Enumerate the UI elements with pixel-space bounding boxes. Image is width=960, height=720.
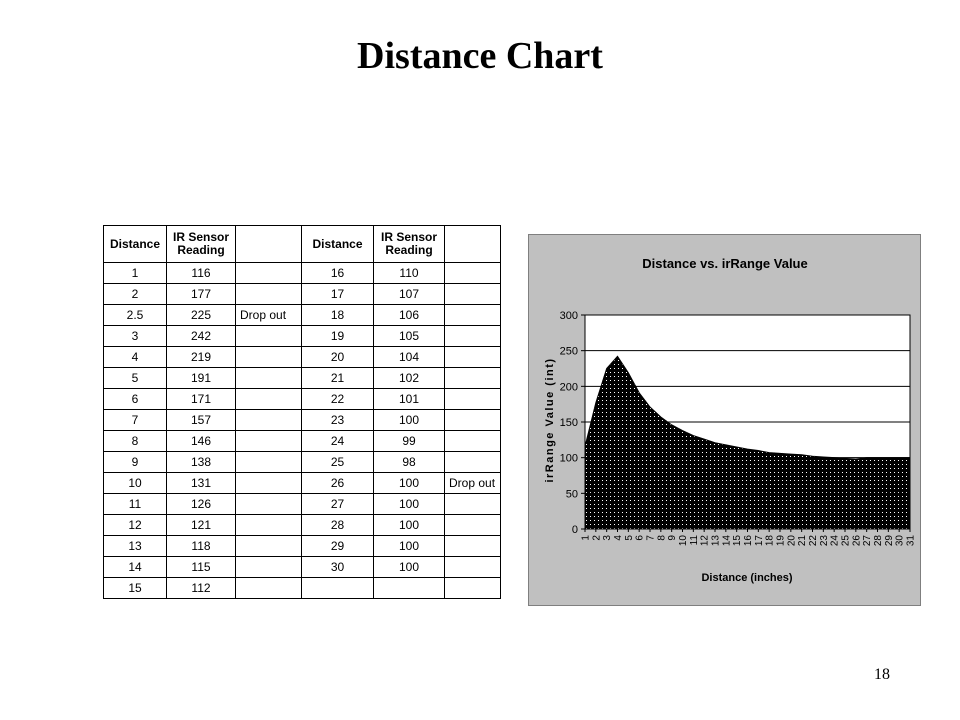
header-ir-reading-right: IR Sensor Reading <box>374 226 445 263</box>
cell-note-right <box>445 536 501 557</box>
cell-reading-right: 107 <box>374 284 445 305</box>
cell-note-right <box>445 326 501 347</box>
x-tick-label: 18 <box>764 535 776 547</box>
cell-note-left: Drop out <box>236 305 302 326</box>
table-body <box>104 263 501 599</box>
cell-note-left <box>236 473 302 494</box>
x-tick-label: 28 <box>873 535 884 547</box>
cell-reading-left: 225 <box>167 305 236 326</box>
cell-distance-right: 28 <box>302 515 374 536</box>
cell-note-right <box>445 389 501 410</box>
table-row <box>104 515 501 536</box>
cell-reading-right: 100 <box>374 473 445 494</box>
y-tick-label: 50 <box>565 488 578 501</box>
cell-reading-left: 191 <box>167 368 236 389</box>
cell-distance-left: 12 <box>104 515 167 536</box>
cell-note-right: Drop out <box>445 473 501 494</box>
cell-reading-left: 131 <box>167 473 236 494</box>
cell-distance-right: 25 <box>302 452 374 473</box>
cell-reading-right: 102 <box>374 368 445 389</box>
cell-reading-left: 219 <box>167 347 236 368</box>
table-row <box>104 368 501 389</box>
cell-reading-left: 121 <box>167 515 236 536</box>
cell-distance-left: 14 <box>104 557 167 578</box>
header-note-left <box>236 226 302 263</box>
area-chart <box>529 235 920 605</box>
cell-distance-left: 2 <box>104 284 167 305</box>
y-tick-label: 0 <box>571 524 578 536</box>
cell-reading-right: 100 <box>374 515 445 536</box>
cell-distance-right <box>302 578 374 599</box>
table-row <box>104 326 501 347</box>
cell-note-right <box>445 347 501 368</box>
chart-y-axis-label: irRange Value (int) <box>544 357 556 483</box>
x-tick-label: 6 <box>634 535 646 541</box>
table-header-row <box>104 226 501 263</box>
cell-reading-right: 99 <box>374 431 445 452</box>
table-row <box>104 473 501 494</box>
cell-reading-right: 101 <box>374 389 445 410</box>
cell-reading-right: 100 <box>374 494 445 515</box>
x-tick-label: 16 <box>743 535 754 547</box>
cell-reading-left: 112 <box>167 578 236 599</box>
cell-distance-right: 24 <box>302 431 374 452</box>
cell-note-left <box>236 326 302 347</box>
table-row <box>104 284 501 305</box>
cell-note-right <box>445 557 501 578</box>
table-row <box>104 578 501 599</box>
chart-frame <box>528 234 921 606</box>
x-tick-label: 27 <box>862 535 874 547</box>
cell-note-left <box>236 536 302 557</box>
cell-note-left <box>236 494 302 515</box>
x-tick-label: 5 <box>623 535 635 541</box>
x-tick-label: 8 <box>656 535 668 541</box>
table-row <box>104 263 501 284</box>
x-tick-label: 3 <box>602 535 614 541</box>
cell-note-right <box>445 494 501 515</box>
x-tick-label: 4 <box>613 535 624 541</box>
x-tick-label: 15 <box>732 535 744 547</box>
y-tick-label: 200 <box>559 381 578 394</box>
y-tick-label: 100 <box>559 452 578 465</box>
x-tick-label: 2 <box>591 535 603 541</box>
chart-x-axis-label: Distance (inches) <box>701 572 793 584</box>
table-row <box>104 389 501 410</box>
cell-note-right <box>445 263 501 284</box>
cell-note-right <box>445 578 501 599</box>
x-tick-label: 21 <box>797 535 809 547</box>
cell-reading-right: 105 <box>374 326 445 347</box>
x-tick-label: 11 <box>688 535 700 546</box>
cell-reading-left: 146 <box>167 431 236 452</box>
slide-number: 18 <box>874 666 890 683</box>
cell-reading-left: 171 <box>167 389 236 410</box>
table-row <box>104 494 501 515</box>
x-tick-label: 25 <box>840 535 852 547</box>
header-note-right <box>445 226 501 263</box>
x-tick-label: 7 <box>645 535 657 541</box>
x-tick-label: 14 <box>721 535 733 547</box>
cell-note-left <box>236 368 302 389</box>
cell-note-right <box>445 431 501 452</box>
cell-reading-right: 104 <box>374 347 445 368</box>
distance-data-table <box>103 225 501 599</box>
cell-distance-right: 21 <box>302 368 374 389</box>
cell-reading-right: 100 <box>374 557 445 578</box>
cell-distance-left: 6 <box>104 389 167 410</box>
x-tick-label: 23 <box>818 535 830 547</box>
cell-note-right <box>445 368 501 389</box>
table-row <box>104 410 501 431</box>
cell-reading-right: 110 <box>374 263 445 284</box>
cell-distance-left: 10 <box>104 473 167 494</box>
y-tick-label: 300 <box>559 310 578 322</box>
header-ir-reading-left: IR Sensor Reading <box>167 226 236 263</box>
cell-note-left <box>236 431 302 452</box>
cell-distance-right: 22 <box>302 389 374 410</box>
x-tick-label: 30 <box>894 535 906 547</box>
cell-reading-left: 242 <box>167 326 236 347</box>
header-distance-left: Distance <box>104 226 167 263</box>
cell-note-left <box>236 578 302 599</box>
cell-reading-left: 157 <box>167 410 236 431</box>
cell-reading-right: 106 <box>374 305 445 326</box>
cell-distance-left: 11 <box>104 494 167 515</box>
page-title: Distance Chart <box>357 35 603 77</box>
cell-distance-left: 15 <box>104 578 167 599</box>
table-row <box>104 452 501 473</box>
chart-title: Distance vs. irRange Value <box>642 256 808 271</box>
cell-reading-right: 100 <box>374 536 445 557</box>
x-tick-label: 22 <box>808 535 819 547</box>
x-tick-label: 31 <box>905 535 917 547</box>
cell-reading-left: 118 <box>167 536 236 557</box>
x-tick-label: 10 <box>678 535 689 547</box>
chart-plot-area <box>560 310 917 546</box>
cell-distance-right: 20 <box>302 347 374 368</box>
table-row <box>104 536 501 557</box>
cell-distance-right: 26 <box>302 473 374 494</box>
cell-note-left <box>236 452 302 473</box>
cell-reading-left: 138 <box>167 452 236 473</box>
table-row <box>104 305 501 326</box>
table-row <box>104 557 501 578</box>
table-row <box>104 347 501 368</box>
cell-distance-right: 18 <box>302 305 374 326</box>
cell-distance-right: 16 <box>302 263 374 284</box>
cell-distance-right: 27 <box>302 494 374 515</box>
cell-distance-right: 17 <box>302 284 374 305</box>
cell-distance-left: 13 <box>104 536 167 557</box>
cell-note-right <box>445 410 501 431</box>
cell-reading-right: 100 <box>374 410 445 431</box>
cell-reading-left: 115 <box>167 557 236 578</box>
x-tick-label: 12 <box>699 535 711 547</box>
cell-note-right <box>445 515 501 536</box>
cell-reading-left: 177 <box>167 284 236 305</box>
x-tick-label: 19 <box>775 535 787 547</box>
cell-distance-left: 3 <box>104 326 167 347</box>
x-tick-label: 29 <box>883 535 895 547</box>
cell-distance-right: 19 <box>302 326 374 347</box>
cell-note-left <box>236 389 302 410</box>
x-tick-label: 24 <box>829 535 841 547</box>
x-tick-label: 17 <box>753 535 765 547</box>
x-tick-label: 1 <box>580 535 592 541</box>
cell-reading-right <box>374 578 445 599</box>
cell-distance-left: 5 <box>104 368 167 389</box>
cell-distance-left: 9 <box>104 452 167 473</box>
x-tick-label: 13 <box>710 535 722 547</box>
cell-note-left <box>236 284 302 305</box>
cell-note-left <box>236 557 302 578</box>
cell-distance-left: 7 <box>104 410 167 431</box>
cell-note-right <box>445 452 501 473</box>
cell-note-left <box>236 515 302 536</box>
cell-note-right <box>445 284 501 305</box>
cell-note-right <box>445 305 501 326</box>
cell-distance-left: 1 <box>104 263 167 284</box>
cell-note-left <box>236 347 302 368</box>
table-row <box>104 431 501 452</box>
cell-reading-left: 116 <box>167 263 236 284</box>
cell-reading-left: 126 <box>167 494 236 515</box>
y-tick-label: 250 <box>559 345 578 358</box>
x-tick-label: 20 <box>786 535 798 547</box>
y-tick-label: 150 <box>559 417 578 429</box>
x-tick-label: 26 <box>851 535 863 547</box>
cell-distance-right: 29 <box>302 536 374 557</box>
cell-distance-right: 30 <box>302 557 374 578</box>
cell-distance-right: 23 <box>302 410 374 431</box>
cell-note-left <box>236 263 302 284</box>
header-distance-right: Distance <box>302 226 374 263</box>
cell-note-left <box>236 410 302 431</box>
x-tick-label: 9 <box>667 535 679 541</box>
cell-distance-left: 2.5 <box>104 305 167 326</box>
cell-distance-left: 4 <box>104 347 167 368</box>
cell-reading-right: 98 <box>374 452 445 473</box>
cell-distance-left: 8 <box>104 431 167 452</box>
